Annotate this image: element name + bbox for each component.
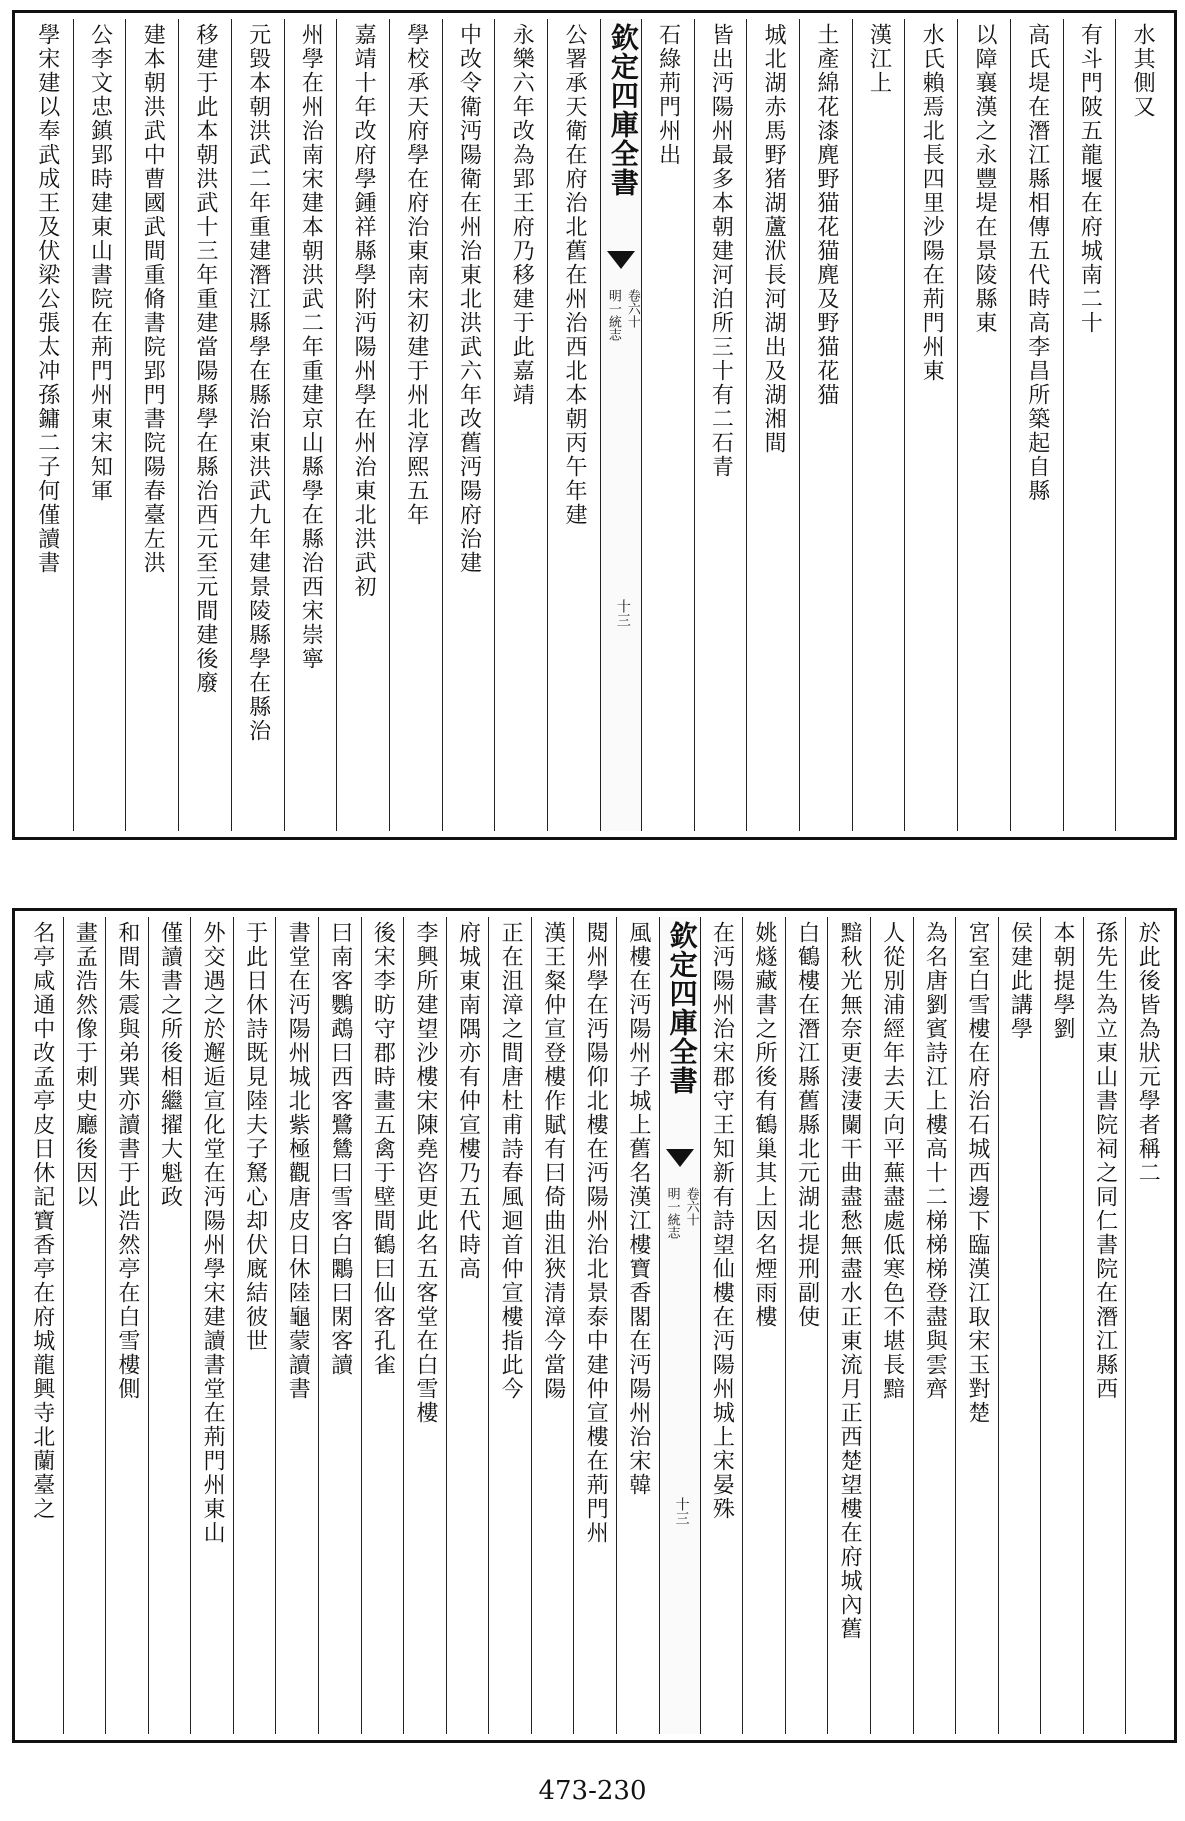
column-text: 漢江上 (866, 23, 892, 95)
column-text: 中改令衛沔陽衛在州治東北洪武六年改舊沔陽府治建 (456, 23, 482, 575)
book-subtitle: 明一統志 (605, 289, 621, 341)
text-column (318, 917, 361, 1734)
column-text: 僅讀書之所後相繼擢大魁政 (157, 921, 183, 1209)
text-column (955, 917, 998, 1734)
text-column (442, 19, 495, 831)
column-text: 人從別浦經年去天向平蕪盡處低寒色不堪長黯 (879, 921, 905, 1401)
column-text: 宮室白雪樓在府治石城西邊下臨漢江取宋玉對楚 (964, 921, 990, 1425)
text-column (284, 19, 337, 831)
text-column (389, 19, 442, 831)
top-text-columns (21, 19, 1168, 831)
text-column (547, 19, 600, 831)
text-column (870, 917, 913, 1734)
column-text: 公署承天衛在府治北舊在州治西北本朝丙午年建 (561, 23, 587, 527)
top-page-panel (12, 10, 1177, 840)
column-text: 石綠荊門州出 (655, 23, 681, 167)
text-column (998, 917, 1041, 1734)
column-text: 白鶴樓在潛江縣舊縣北元湖北提刑副使 (794, 921, 820, 1329)
text-column (1010, 19, 1063, 831)
column-text: 嘉靖十年改府學鍾祥縣學附沔陽州學在州治東北洪武初 (351, 23, 377, 599)
text-column (616, 917, 659, 1734)
column-text: 州學在州治南宋建本朝洪武二年重建京山縣學在縣治西宋崇寧 (298, 23, 324, 671)
column-text: 風樓在沔陽州子城上舊名漢江樓寶香閣在沔陽州治宋韓 (625, 921, 651, 1497)
column-text: 移建于此本朝洪武十三年重建當陽縣學在縣治西元至元間建後廢 (192, 23, 218, 695)
book-subtitle: 明一統志 (664, 1187, 680, 1239)
column-text: 皆出沔陽州最多本朝建河泊所三十有二石青 (708, 23, 734, 479)
column-text: 姚燧藏書之所後有鶴巢其上因名煙雨樓 (752, 921, 777, 1329)
juan-number: 卷六十 (624, 289, 640, 328)
text-column (913, 917, 956, 1734)
column-text: 畫孟浩然像于刺史廳後因以 (72, 921, 98, 1209)
column-text: 侯建此講學 (1007, 921, 1033, 1041)
fishtail-mark-icon (607, 251, 635, 269)
column-text: 水氏賴焉北長四里沙陽在荊門州東 (919, 23, 945, 383)
text-column (21, 19, 73, 831)
column-text: 後宋李昉守郡時畫五禽于壁間鶴曰仙客孔雀 (370, 921, 396, 1377)
text-column (73, 19, 126, 831)
text-column (852, 19, 905, 831)
text-column (21, 917, 63, 1734)
text-column (190, 917, 233, 1734)
text-column (694, 19, 747, 831)
text-column (148, 917, 191, 1734)
column-text: 永樂六年改為郢王府乃移建于此嘉靖 (509, 23, 535, 407)
text-column (957, 19, 1010, 831)
text-column (1063, 19, 1116, 831)
column-text: 以障襄漢之永豐堤在景陵縣東 (971, 23, 997, 335)
column-text: 書堂在沔陽州城北紫極觀唐皮日休陸龜蒙讀書 (285, 921, 311, 1401)
center-margin-strip (659, 917, 700, 1734)
column-text: 在沔陽州治宋郡守王知新有詩望仙樓在沔陽州城上宋晏殊 (709, 921, 735, 1521)
book-title: 欽定四庫全書 (606, 23, 640, 197)
fishtail-mark-icon (666, 1149, 694, 1167)
text-column (531, 917, 574, 1734)
text-column (125, 19, 178, 831)
text-column (336, 19, 389, 831)
column-text: 學宋建以奉武成王及伏梁公張太冲孫鏞二子何僅讀書 (34, 23, 60, 575)
text-column (785, 917, 828, 1734)
text-column (403, 917, 446, 1734)
column-text: 城北湖赤馬野猪湖蘆洑長河湖出及湖湘間 (761, 23, 787, 455)
text-column (446, 917, 489, 1734)
text-column (231, 19, 284, 831)
column-text: 於此後皆為狀元學者稱二 (1135, 921, 1161, 1185)
column-text: 閱州學在沔陽仰北樓在沔陽州治北景泰中建仲宣樓在荊門州 (583, 921, 609, 1545)
text-column (700, 917, 743, 1734)
text-column (233, 917, 276, 1734)
column-text: 李興所建望沙樓宋陳堯咨更此名五客堂在白雪樓 (412, 921, 438, 1425)
column-text: 高氏堤在潛江縣相傳五代時高李昌所築起自縣 (1024, 23, 1050, 503)
folio-number: 十三 (673, 1497, 690, 1525)
column-text: 為名唐劉賓詩江上樓高十二梯梯梯登盡與雲齊 (922, 921, 948, 1401)
text-column (1040, 917, 1083, 1734)
text-column (1083, 917, 1126, 1734)
text-column (904, 19, 957, 831)
page-number: 473-230 (538, 1776, 647, 1806)
bottom-text-columns (21, 917, 1168, 1734)
column-text: 黯秋光無奈更淒淒闌干曲盡愁無盡水正東流月正西楚望樓在府城內舊 (837, 921, 863, 1641)
column-text: 學校承天府學在府治東南宋初建于州北淳熙五年 (403, 23, 429, 527)
bottom-page-panel (12, 908, 1177, 1743)
text-column (105, 917, 148, 1734)
text-column (275, 917, 318, 1734)
text-column (827, 917, 870, 1734)
column-text: 元毀本朝洪武二年重建潛江縣學在縣治東洪武九年建景陵縣學在縣治 (245, 23, 271, 743)
text-column (1115, 19, 1168, 831)
column-text: 府城東南隅亦有仲宣樓乃五代時高 (455, 921, 481, 1281)
column-text: 建本朝洪武中曹國武間重脩書院郢門書院陽春臺左洪 (140, 23, 166, 575)
text-column (63, 917, 106, 1734)
column-text: 和間朱震與弟巽亦讀書于此浩然亭在白雪樓側 (114, 921, 140, 1401)
text-column (1125, 917, 1168, 1734)
center-margin-strip (600, 19, 641, 831)
column-text: 本朝提學劉 (1050, 921, 1076, 1041)
folio-number: 十三 (614, 599, 631, 627)
column-text: 孫先生為立東山書院祠之同仁書院在潛江縣西 (1092, 921, 1118, 1401)
column-text: 正在沮漳之間唐杜甫詩春風迴首仲宣樓指此今 (498, 921, 524, 1401)
column-text: 外交遇之於邂逅宣化堂在沔陽州學宋建讀書堂在荊門州東山 (200, 921, 226, 1545)
column-text: 名亭咸通中改孟亭皮日休記寶香亭在府城龍興寺北蘭臺之 (29, 921, 55, 1521)
text-column (746, 19, 799, 831)
column-text: 土產綿花漆麂野猫花猫麂及野猫花猫 (813, 23, 839, 407)
text-column (488, 917, 531, 1734)
column-text: 公李文忠鎮郢時建東山書院在荊門州東宋知軍 (87, 23, 113, 503)
book-title: 欽定四庫全書 (665, 921, 699, 1095)
column-text: 曰南客鸚鵡曰西客鷺鷥曰雪客白鷴曰閑客讀 (327, 921, 353, 1377)
text-column (742, 917, 785, 1734)
juan-number: 卷六十 (683, 1187, 699, 1226)
text-column (641, 19, 694, 831)
text-column (178, 19, 231, 831)
text-column (799, 19, 852, 831)
text-column (573, 917, 616, 1734)
text-column (494, 19, 547, 831)
column-text: 漢王粲仲宣登樓作賦有曰倚曲沮狹清漳今當陽 (540, 921, 566, 1401)
column-text: 于此日休詩既見陸夫子駑心却伏廐結彼世 (242, 921, 268, 1353)
text-column (361, 917, 404, 1734)
column-text: 水其側又 (1130, 23, 1156, 119)
column-text: 有斗門陂五龍堰在府城南二十 (1077, 23, 1103, 335)
